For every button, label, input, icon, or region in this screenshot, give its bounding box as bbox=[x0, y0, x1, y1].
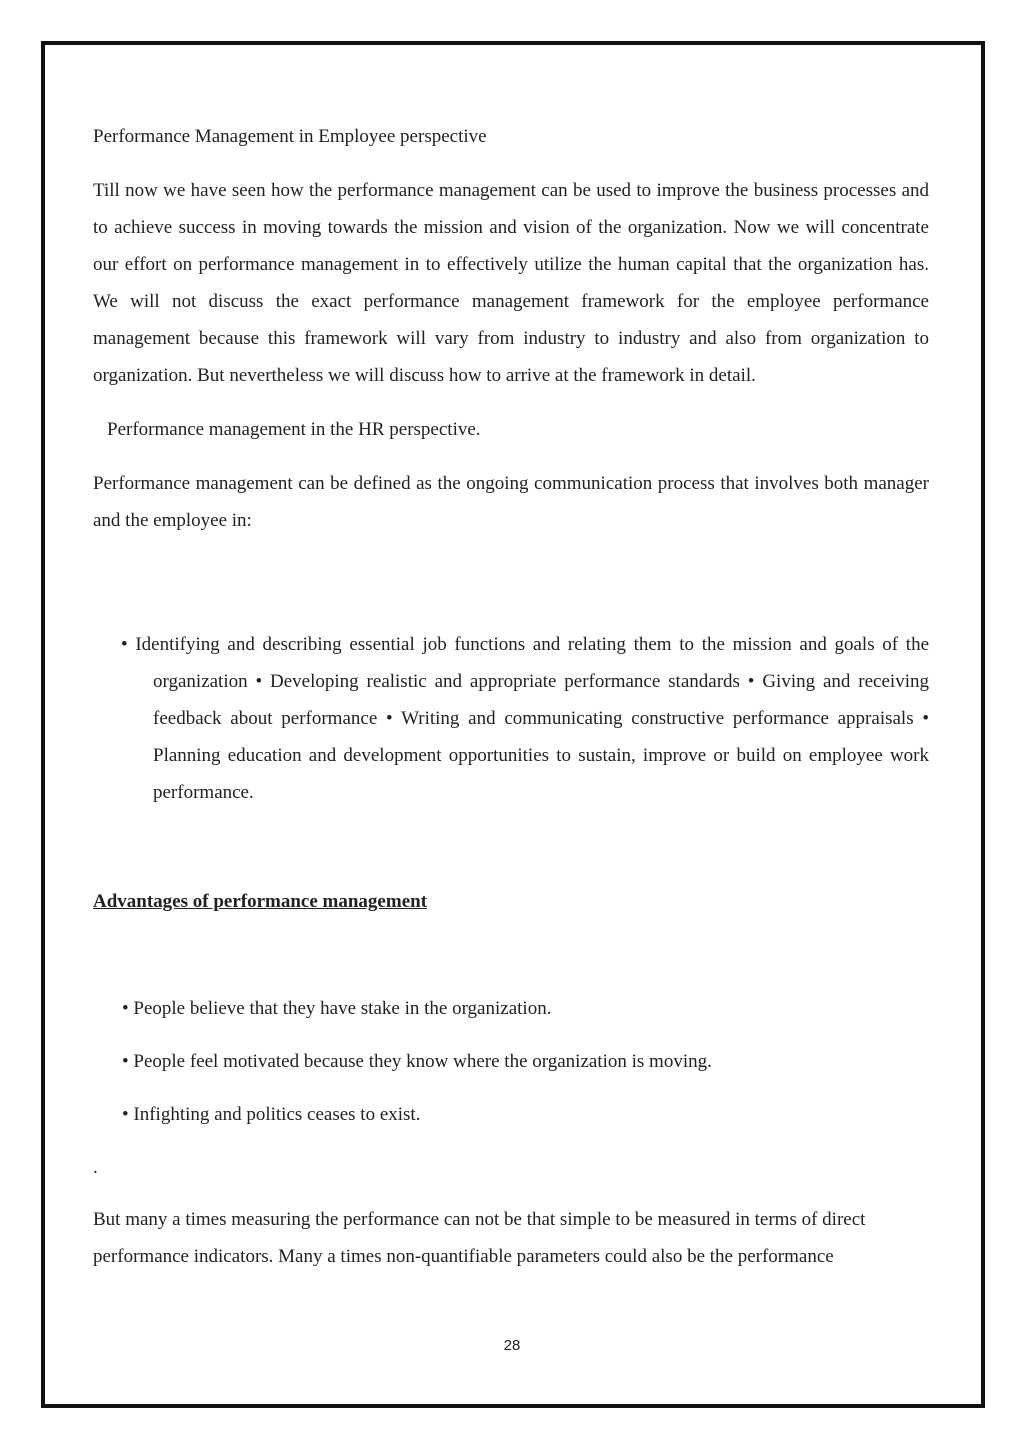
advantage-item: • People believe that they have stake in the organization. bbox=[122, 998, 552, 1019]
spacer bbox=[93, 920, 929, 990]
page-number: 28 bbox=[503, 1337, 521, 1354]
page-content bbox=[93, 118, 929, 1292]
definition-paragraph: Performance management can be defined as the ongoing communication process that involves both manager and the employee in: bbox=[93, 473, 929, 531]
spacer bbox=[93, 1186, 929, 1201]
stray-dot: . bbox=[93, 1157, 98, 1178]
spacer bbox=[93, 556, 929, 626]
hr-perspective-heading: Performance management in the HR perspective. bbox=[107, 419, 481, 440]
section-title: Performance Management in Employee perspective bbox=[93, 126, 487, 147]
job-functions-list: • Identifying and describing essential job functions and relating them to the mission and goals of the organization • Developing realistic and appropriate performance standards • Giving and receiving feedback about performance • Writing and communicating constructive performance appraisals • Planning education and development opportunities to sustain, improve or build on employee work performance. bbox=[121, 634, 929, 803]
advantages-heading: Advantages of performance management bbox=[93, 891, 428, 912]
intro-paragraph: Till now we have seen how the performance management can be used to improve the business processes and to achieve success in moving towards the mission and vision of the organization. Now we will concentrate our effort on performance management in to effectively utilize the human capital that the organization has. We will not discuss the exact performance management framework for the employee performance management because this framework will vary from industry to industry and also from organization to organization. But nevertheless we will discuss how to arrive at the framework in detail. bbox=[93, 180, 929, 386]
advantage-item: • People feel motivated because they know where the organization is moving. bbox=[122, 1051, 712, 1072]
advantage-item: • Infighting and politics ceases to exist. bbox=[122, 1104, 421, 1125]
closing-paragraph: But many a times measuring the performance can not be that simple to be measured in terms of direct performance indicators. Many a times non-quantifiable parameters could also be the performance bbox=[93, 1209, 866, 1267]
spacer bbox=[93, 811, 929, 883]
